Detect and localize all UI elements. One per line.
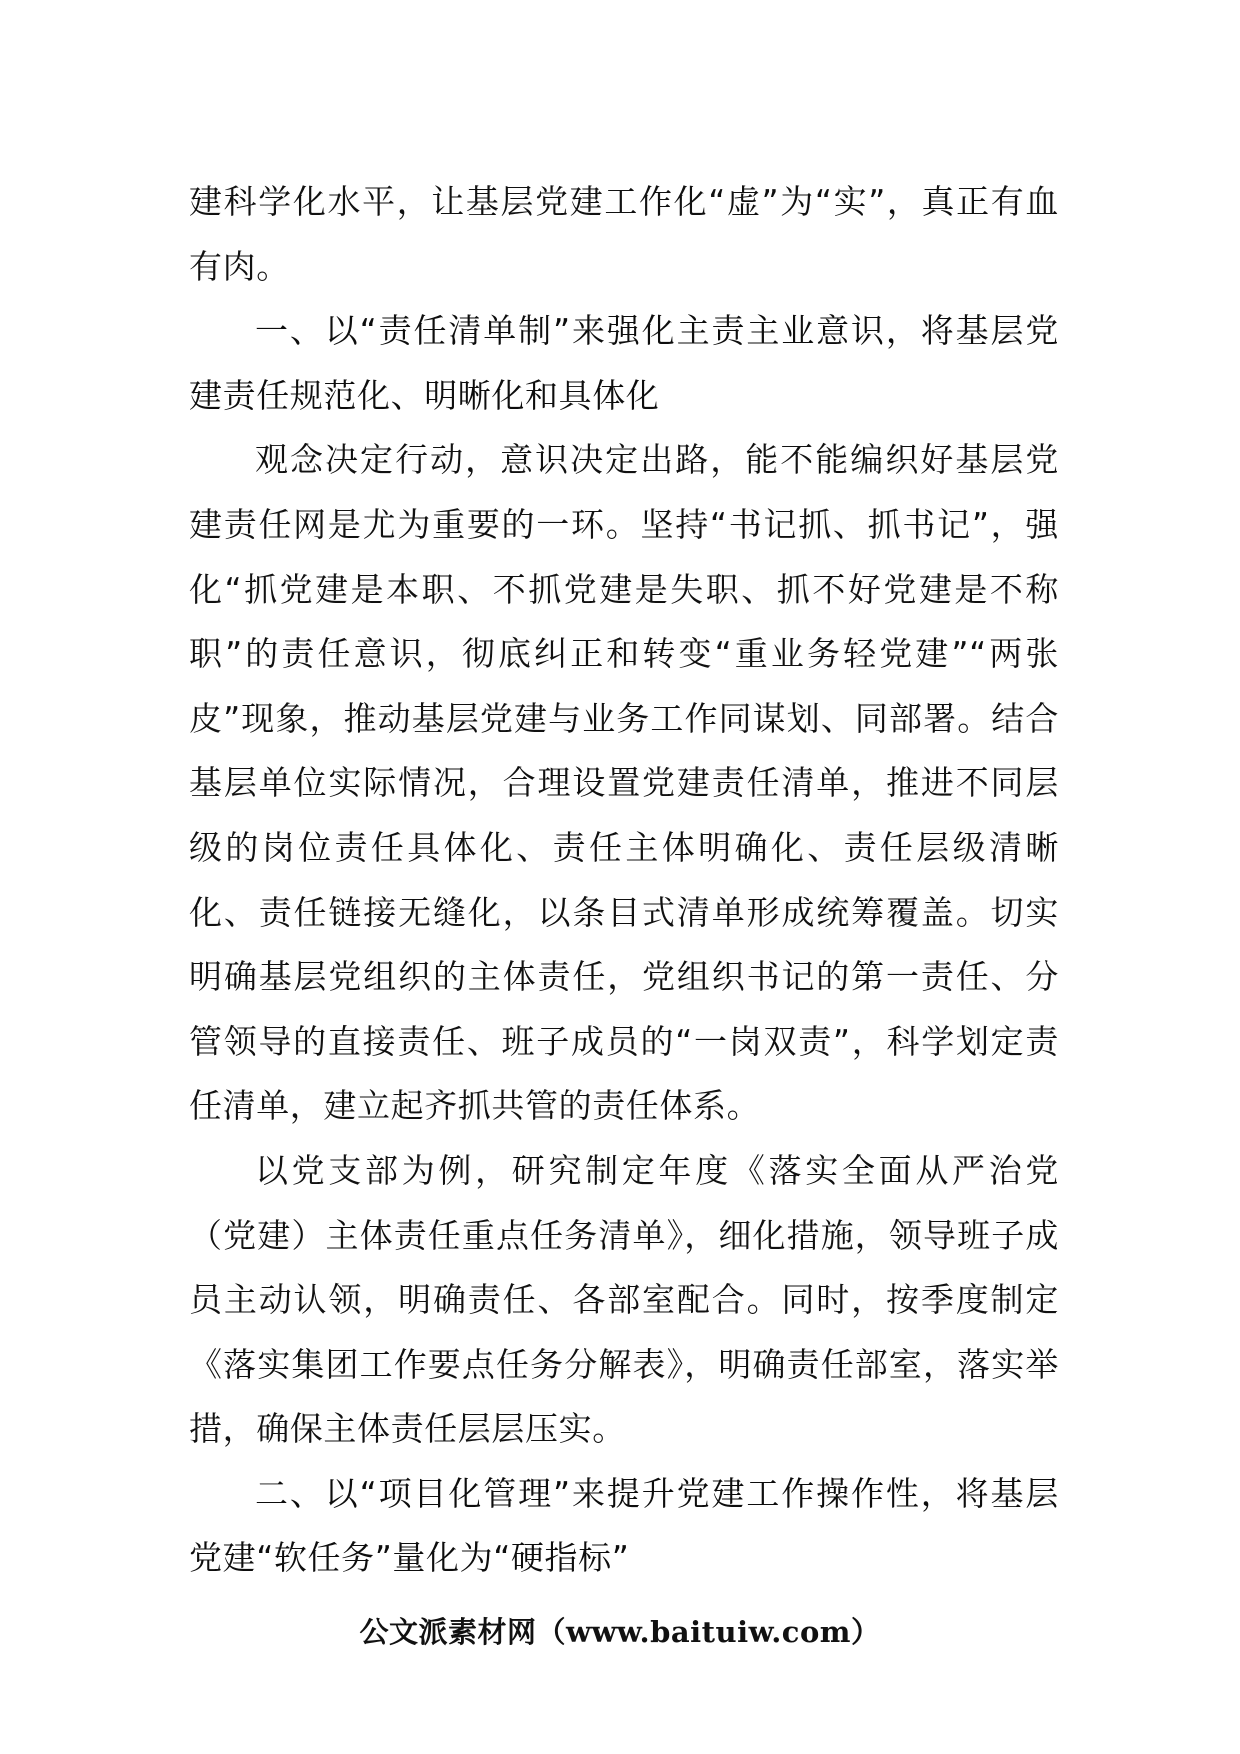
paragraph-continuation: 建科学化水平，让基层党建工作化“虚”为“实”，真正有血有肉。 (189, 182, 1059, 286)
paragraph-body-1: 观念决定行动，意识决定出路，能不能编织好基层党建责任网是尤为重要的一环。坚持“书记抓、抓书记”，强化“抓党建是本职、不抓党建是失职、抓不好党建是不称职”的责任意识，彻底纠正和转变“重业务轻党建”“两张皮”现象，推动基层党建与业务工作同谋划、同部署。结合基层单位实际情况，合理设置党建责任清单，推进不同层级的岗位责任具体化、责任主体明确化、责任层级清晰化、责任链接无缝化，以条目式清单形成统筹覆盖。切实明确基层党组织的主体责任，党组织书记的第一责任、分管领导的直接责任、班子成员的“一岗双责”，科学划定责任清单，建立起齐抓共管的责任体系。 (189, 440, 1059, 1126)
footer-source-label: 公文派素材网（www.baituiw.com） (359, 1615, 881, 1649)
document-body (189, 170, 1059, 1591)
paragraph-body-2: 以党支部为例，研究制定年度《落实全面从严治党（党建）主体责任重点任务清单》，细化措施，领导班子成员主动认领，明确责任、各部室配合。同时，按季度制定《落实集团工作要点任务分解表》，明确责任部室，落实举措，确保主体责任层层压实。 (189, 1150, 1059, 1449)
section-heading-1: 一、以“责任清单制”来强化主责主业意识，将基层党建责任规范化、明晰化和具体化 (189, 311, 1059, 415)
section-heading-2: 二、以“项目化管理”来提升党建工作操作性，将基层党建“软任务”量化为“硬指标” (189, 1473, 1059, 1578)
